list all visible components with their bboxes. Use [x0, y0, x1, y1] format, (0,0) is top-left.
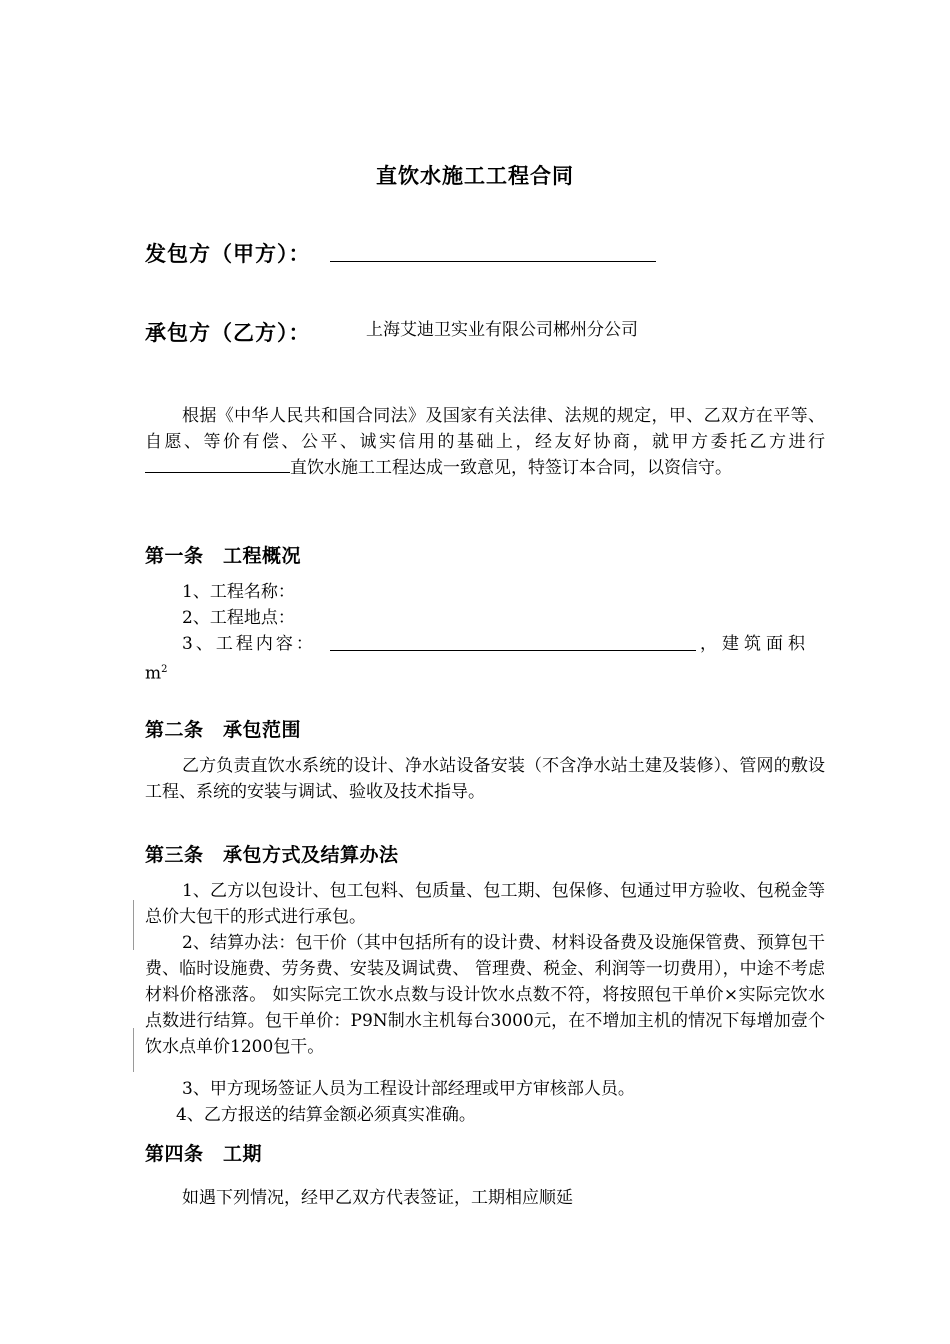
article3-heading: 第三条 承包方式及结算办法	[145, 844, 399, 866]
party-b-value: 上海艾迪卫实业有限公司郴州分公司	[366, 320, 638, 340]
article1-item3-label: 3、工程内容：	[182, 634, 316, 654]
area-unit-superscript: 2	[161, 664, 168, 675]
article4-text: 如遇下列情况，经甲乙双方代表签证，工期相应顺延	[182, 1188, 573, 1208]
article3-item3: 3、甲方现场签证人员为工程设计部经理或甲方审核部人员。	[182, 1079, 635, 1099]
party-a-label: 发包方（甲方）：	[145, 241, 311, 266]
article1-item2: 2、工程地点：	[182, 608, 295, 628]
article3-item1: 1、乙方以包设计、包工包料、包质量、包工期、包保修、包通过甲方验收、包税金等总价大包干的形式进行承包。	[145, 881, 825, 927]
article1-item3-suffix: ，建筑面积	[700, 634, 810, 654]
revision-bar	[133, 1028, 134, 1072]
revision-bar	[133, 900, 134, 950]
party-b-label: 承包方（乙方）：	[145, 320, 311, 345]
area-unit-text: m	[145, 663, 162, 684]
article1-heading: 第一条 工程概况	[145, 545, 302, 567]
article4-heading: 第四条 工期	[145, 1143, 263, 1165]
article2-text: 乙方负责直饮水系统的设计、净水站设备安装（不含净水站土建及装修）、管网的敷设工程、系统的安装与调试、验收及技术指导。	[145, 756, 825, 802]
article3-item4: 4、乙方报送的结算金额必须真实准确。	[176, 1105, 476, 1125]
article1-item1: 1、工程名称：	[182, 582, 295, 602]
project-name-blank[interactable]	[145, 455, 290, 473]
area-unit	[145, 657, 168, 687]
intro-paragraph	[145, 403, 825, 481]
document-title: 直饮水施工工程合同	[376, 163, 574, 188]
article3-item2: 2、结算办法：包干价（其中包括所有的设计费、材料设备费及设施保管费、预算包干费、临时设施费、劳务费、安装及调试费、 管理费、税金、利润等一切费用），中途不考虑材料价格涨落。 如实际完工饮水点数与设计饮水点数不符，将按照包干单价×实际完饮水点数进行结算。包干单价：P9N制水主机每台3000元，在不增加主机的情况下每增加壹个饮水点单价1200包干。	[145, 933, 825, 1057]
project-content-blank[interactable]	[330, 650, 696, 651]
intro-text-part2: 直饮水施工工程达成一致意见，特签订本合同，以资信守。	[290, 458, 732, 478]
intro-text-part1: 根据《中华人民共和国合同法》及国家有关法律、法规的规定，甲、乙双方在平等、自愿、等价有偿、公平、诚实信用的基础上，经友好协商，就甲方委托乙方进行	[145, 406, 825, 452]
party-a-field[interactable]	[330, 261, 656, 262]
article2-heading: 第二条 承包范围	[145, 719, 302, 741]
